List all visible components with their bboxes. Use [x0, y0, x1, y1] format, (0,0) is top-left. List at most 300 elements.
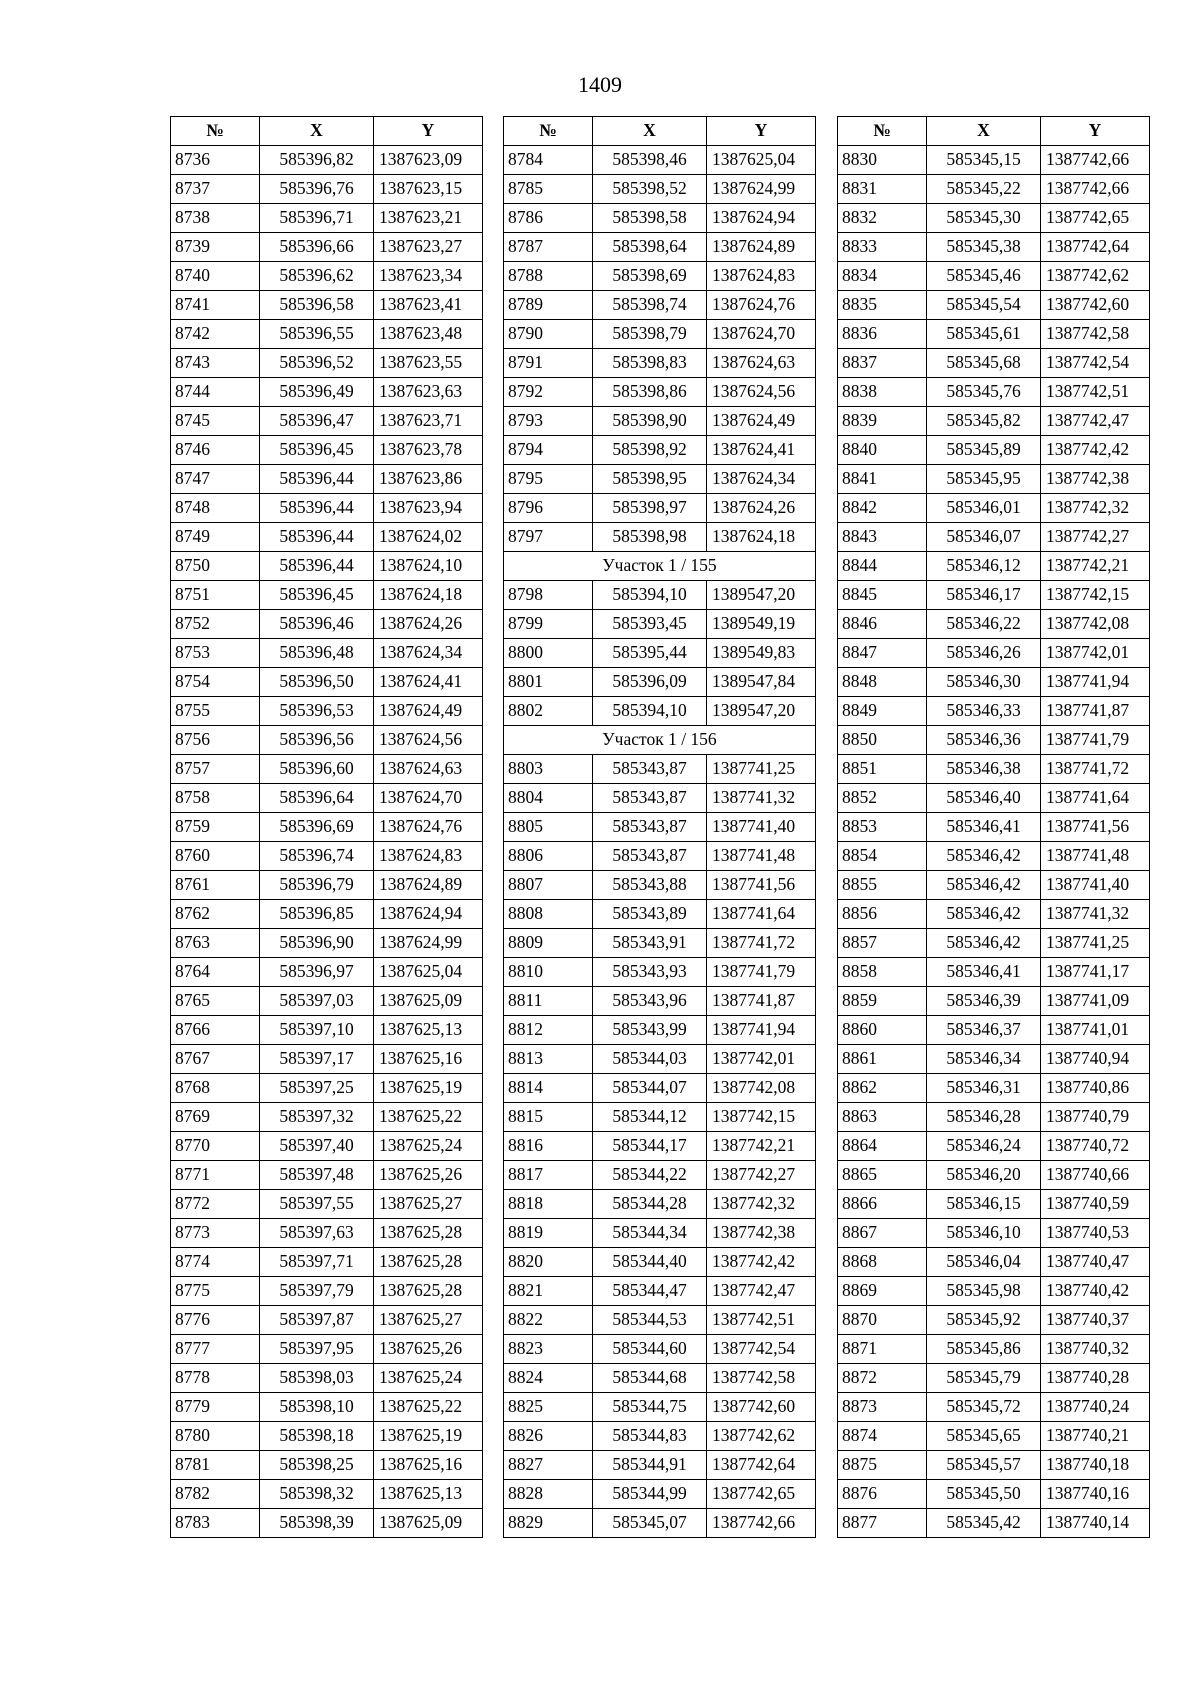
cell-y: 1387625,27: [374, 1190, 483, 1219]
cell-num: 8807: [504, 871, 593, 900]
cell-num: 8852: [838, 784, 927, 813]
cell-x: 585398,83: [593, 349, 707, 378]
cell-num: 8764: [171, 958, 260, 987]
cell-x: 585346,15: [927, 1190, 1041, 1219]
table-row: [504, 1190, 816, 1219]
cell-x: 585346,20: [927, 1161, 1041, 1190]
cell-y: 1387623,94: [374, 494, 483, 523]
cell-y: 1387625,22: [374, 1103, 483, 1132]
cell-y: 1387625,16: [374, 1451, 483, 1480]
section-title: Участок 1 / 156: [504, 726, 816, 755]
cell-num: 8799: [504, 610, 593, 639]
cell-x: 585343,93: [593, 958, 707, 987]
cell-num: 8834: [838, 262, 927, 291]
cell-y: 1387625,22: [374, 1393, 483, 1422]
table-row: [171, 871, 483, 900]
cell-x: 585345,92: [927, 1306, 1041, 1335]
cell-x: 585396,53: [260, 697, 374, 726]
cell-x: 585398,58: [593, 204, 707, 233]
cell-num: 8819: [504, 1219, 593, 1248]
cell-num: 8826: [504, 1422, 593, 1451]
cell-y: 1387742,60: [707, 1393, 816, 1422]
cell-num: 8831: [838, 175, 927, 204]
cell-num: 8756: [171, 726, 260, 755]
cell-x: 585397,10: [260, 1016, 374, 1045]
table-row: [504, 958, 816, 987]
cell-num: 8854: [838, 842, 927, 871]
table-row: [504, 262, 816, 291]
cell-num: 8821: [504, 1277, 593, 1306]
cell-num: 8803: [504, 755, 593, 784]
cell-num: 8856: [838, 900, 927, 929]
cell-x: 585397,79: [260, 1277, 374, 1306]
cell-num: 8761: [171, 871, 260, 900]
cell-x: 585346,38: [927, 755, 1041, 784]
cell-x: 585346,41: [927, 958, 1041, 987]
cell-x: 585396,44: [260, 465, 374, 494]
cell-y: 1387625,28: [374, 1277, 483, 1306]
cell-y: 1387741,32: [707, 784, 816, 813]
table-row: [171, 1277, 483, 1306]
table-row: [171, 1364, 483, 1393]
cell-x: 585344,12: [593, 1103, 707, 1132]
table-row: [171, 755, 483, 784]
cell-num: 8853: [838, 813, 927, 842]
cell-num: 8797: [504, 523, 593, 552]
table-row: [504, 755, 816, 784]
cell-x: 585393,45: [593, 610, 707, 639]
table-row: [171, 1045, 483, 1074]
table-row: [838, 204, 1150, 233]
table-row: [171, 1393, 483, 1422]
cell-y: 1387741,25: [1041, 929, 1150, 958]
cell-num: 8782: [171, 1480, 260, 1509]
cell-x: 585398,18: [260, 1422, 374, 1451]
cell-x: 585343,88: [593, 871, 707, 900]
cell-x: 585396,49: [260, 378, 374, 407]
header-y: Y: [1041, 117, 1150, 146]
cell-y: 1387741,40: [707, 813, 816, 842]
cell-x: 585396,79: [260, 871, 374, 900]
cell-num: 8832: [838, 204, 927, 233]
cell-x: 585396,50: [260, 668, 374, 697]
cell-x: 585345,65: [927, 1422, 1041, 1451]
table-row: [504, 378, 816, 407]
table-row: [838, 1103, 1150, 1132]
table-row: [171, 842, 483, 871]
cell-x: 585396,97: [260, 958, 374, 987]
table-row: [171, 610, 483, 639]
cell-x: 585346,26: [927, 639, 1041, 668]
cell-num: 8745: [171, 407, 260, 436]
cell-num: 8810: [504, 958, 593, 987]
cell-y: 1387624,89: [707, 233, 816, 262]
cell-x: 585397,40: [260, 1132, 374, 1161]
cell-y: 1387624,83: [707, 262, 816, 291]
cell-num: 8754: [171, 668, 260, 697]
table-row: [504, 1248, 816, 1277]
cell-num: 8857: [838, 929, 927, 958]
cell-x: 585398,98: [593, 523, 707, 552]
cell-num: 8813: [504, 1045, 593, 1074]
cell-x: 585396,45: [260, 581, 374, 610]
table-row: [171, 1480, 483, 1509]
cell-y: 1387742,15: [707, 1103, 816, 1132]
cell-y: 1387623,48: [374, 320, 483, 349]
cell-y: 1387742,51: [707, 1306, 816, 1335]
cell-x: 585396,90: [260, 929, 374, 958]
cell-y: 1387742,38: [1041, 465, 1150, 494]
table-row: [171, 291, 483, 320]
cell-num: 8744: [171, 378, 260, 407]
table-row: [838, 1074, 1150, 1103]
table-row: [838, 523, 1150, 552]
cell-y: 1387742,62: [707, 1422, 816, 1451]
cell-y: 1387624,26: [374, 610, 483, 639]
cell-y: 1387742,08: [1041, 610, 1150, 639]
table-row: [504, 407, 816, 436]
cell-x: 585396,71: [260, 204, 374, 233]
cell-y: 1387624,70: [374, 784, 483, 813]
table-row: [504, 1074, 816, 1103]
cell-x: 585397,87: [260, 1306, 374, 1335]
cell-y: 1387624,99: [374, 929, 483, 958]
cell-y: 1387623,41: [374, 291, 483, 320]
cell-y: 1387740,18: [1041, 1451, 1150, 1480]
cell-y: 1387623,78: [374, 436, 483, 465]
table-row: [171, 262, 483, 291]
coordinates-table-3: [837, 116, 1150, 1538]
table-row: [504, 1451, 816, 1480]
cell-y: 1387624,83: [374, 842, 483, 871]
cell-y: 1387742,65: [707, 1480, 816, 1509]
cell-x: 585345,46: [927, 262, 1041, 291]
cell-x: 585346,07: [927, 523, 1041, 552]
table-row: [838, 1248, 1150, 1277]
cell-y: 1387741,72: [1041, 755, 1150, 784]
cell-num: 8870: [838, 1306, 927, 1335]
table-row: [838, 1045, 1150, 1074]
cell-x: 585396,52: [260, 349, 374, 378]
table-row: [504, 146, 816, 175]
cell-x: 585344,03: [593, 1045, 707, 1074]
cell-y: 1387625,19: [374, 1422, 483, 1451]
cell-num: 8812: [504, 1016, 593, 1045]
cell-y: 1387741,25: [707, 755, 816, 784]
table-row: [504, 523, 816, 552]
table-row: [504, 320, 816, 349]
table-row: [504, 233, 816, 262]
table-row: [504, 1132, 816, 1161]
cell-num: 8759: [171, 813, 260, 842]
cell-y: 1387625,28: [374, 1219, 483, 1248]
cell-x: 585398,92: [593, 436, 707, 465]
table-row: [838, 407, 1150, 436]
table-row: [838, 552, 1150, 581]
coordinates-table-2: [503, 116, 816, 1538]
cell-x: 585344,60: [593, 1335, 707, 1364]
cell-num: 8851: [838, 755, 927, 784]
cell-y: 1387740,47: [1041, 1248, 1150, 1277]
cell-y: 1387624,94: [707, 204, 816, 233]
table-row: [838, 175, 1150, 204]
cell-x: 585345,86: [927, 1335, 1041, 1364]
cell-y: 1387741,48: [707, 842, 816, 871]
table-row: [504, 1306, 816, 1335]
cell-x: 585396,44: [260, 523, 374, 552]
cell-x: 585397,32: [260, 1103, 374, 1132]
cell-num: 8747: [171, 465, 260, 494]
cell-num: 8864: [838, 1132, 927, 1161]
cell-y: 1387741,64: [707, 900, 816, 929]
cell-num: 8830: [838, 146, 927, 175]
cell-y: 1387741,79: [1041, 726, 1150, 755]
cell-num: 8860: [838, 1016, 927, 1045]
cell-x: 585398,39: [260, 1509, 374, 1538]
cell-y: 1387623,27: [374, 233, 483, 262]
table-row: [171, 1248, 483, 1277]
cell-x: 585345,61: [927, 320, 1041, 349]
cell-num: 8873: [838, 1393, 927, 1422]
cell-x: 585344,22: [593, 1161, 707, 1190]
table-row: [838, 233, 1150, 262]
cell-num: 8828: [504, 1480, 593, 1509]
table-row: [838, 726, 1150, 755]
cell-y: 1387625,09: [374, 987, 483, 1016]
section-row: [504, 726, 816, 755]
cell-num: 8841: [838, 465, 927, 494]
cell-y: 1387742,64: [707, 1451, 816, 1480]
cell-num: 8836: [838, 320, 927, 349]
cell-y: 1387741,79: [707, 958, 816, 987]
header-y: Y: [707, 117, 816, 146]
cell-num: 8833: [838, 233, 927, 262]
cell-y: 1387624,56: [374, 726, 483, 755]
cell-num: 8850: [838, 726, 927, 755]
cell-y: 1387742,32: [707, 1190, 816, 1219]
cell-num: 8808: [504, 900, 593, 929]
cell-num: 8796: [504, 494, 593, 523]
cell-y: 1387742,42: [1041, 436, 1150, 465]
cell-x: 585397,95: [260, 1335, 374, 1364]
cell-y: 1387625,04: [374, 958, 483, 987]
cell-y: 1389547,20: [707, 581, 816, 610]
cell-y: 1387740,94: [1041, 1045, 1150, 1074]
table-row: [171, 146, 483, 175]
cell-y: 1387742,54: [707, 1335, 816, 1364]
cell-num: 8845: [838, 581, 927, 610]
cell-num: 8827: [504, 1451, 593, 1480]
cell-num: 8809: [504, 929, 593, 958]
cell-num: 8871: [838, 1335, 927, 1364]
table-header-row: [838, 117, 1150, 146]
cell-x: 585398,52: [593, 175, 707, 204]
cell-num: 8816: [504, 1132, 593, 1161]
page-number: 1409: [578, 72, 622, 97]
cell-x: 585346,04: [927, 1248, 1041, 1277]
cell-num: 8763: [171, 929, 260, 958]
cell-num: 8769: [171, 1103, 260, 1132]
cell-num: 8840: [838, 436, 927, 465]
cell-x: 585343,89: [593, 900, 707, 929]
table-row: [171, 668, 483, 697]
cell-num: 8739: [171, 233, 260, 262]
cell-x: 585344,17: [593, 1132, 707, 1161]
table-row: [838, 1190, 1150, 1219]
cell-num: 8867: [838, 1219, 927, 1248]
cell-x: 585398,79: [593, 320, 707, 349]
table-row: [838, 1161, 1150, 1190]
cell-num: 8786: [504, 204, 593, 233]
cell-y: 1387741,87: [1041, 697, 1150, 726]
table-row: [171, 436, 483, 465]
cell-y: 1387742,21: [1041, 552, 1150, 581]
cell-y: 1387624,41: [707, 436, 816, 465]
cell-y: 1387624,02: [374, 523, 483, 552]
cell-y: 1387625,09: [374, 1509, 483, 1538]
cell-x: 585398,32: [260, 1480, 374, 1509]
header-num: №: [171, 117, 260, 146]
cell-num: 8825: [504, 1393, 593, 1422]
cell-y: 1387625,26: [374, 1161, 483, 1190]
cell-x: 585345,42: [927, 1509, 1041, 1538]
cell-x: 585396,44: [260, 494, 374, 523]
cell-num: 8776: [171, 1306, 260, 1335]
cell-x: 585345,38: [927, 233, 1041, 262]
cell-num: 8824: [504, 1364, 593, 1393]
table-row: [838, 929, 1150, 958]
table-row: [838, 871, 1150, 900]
cell-y: 1389547,20: [707, 697, 816, 726]
cell-x: 585395,44: [593, 639, 707, 668]
cell-x: 585344,68: [593, 1364, 707, 1393]
section-title: Участок 1 / 155: [504, 552, 816, 581]
cell-y: 1387741,09: [1041, 987, 1150, 1016]
table-row: [504, 1422, 816, 1451]
table-row: [171, 726, 483, 755]
cell-y: 1387624,94: [374, 900, 483, 929]
cell-num: 8795: [504, 465, 593, 494]
cell-x: 585345,95: [927, 465, 1041, 494]
cell-num: 8842: [838, 494, 927, 523]
cell-num: 8806: [504, 842, 593, 871]
cell-y: 1387742,65: [1041, 204, 1150, 233]
cell-num: 8861: [838, 1045, 927, 1074]
table-row: [838, 1393, 1150, 1422]
table-row: [171, 1509, 483, 1538]
table-row: [171, 1132, 483, 1161]
cell-y: 1387740,14: [1041, 1509, 1150, 1538]
cell-num: 8778: [171, 1364, 260, 1393]
cell-x: 585345,68: [927, 349, 1041, 378]
cell-x: 585345,15: [927, 146, 1041, 175]
cell-num: 8741: [171, 291, 260, 320]
cell-num: 8862: [838, 1074, 927, 1103]
table-row: [171, 929, 483, 958]
table-row: [504, 1364, 816, 1393]
cell-x: 585397,17: [260, 1045, 374, 1074]
cell-y: 1387742,01: [1041, 639, 1150, 668]
cell-num: 8792: [504, 378, 593, 407]
cell-y: 1387741,56: [707, 871, 816, 900]
cell-x: 585345,72: [927, 1393, 1041, 1422]
table-row: [838, 581, 1150, 610]
cell-num: 8746: [171, 436, 260, 465]
cell-x: 585346,36: [927, 726, 1041, 755]
cell-y: 1387624,63: [707, 349, 816, 378]
cell-y: 1387742,66: [707, 1509, 816, 1538]
cell-x: 585396,66: [260, 233, 374, 262]
cell-y: 1387624,18: [374, 581, 483, 610]
cell-num: 8811: [504, 987, 593, 1016]
cell-x: 585346,41: [927, 813, 1041, 842]
table-row: [838, 610, 1150, 639]
cell-x: 585345,57: [927, 1451, 1041, 1480]
table-row: [838, 320, 1150, 349]
table-row: [171, 900, 483, 929]
cell-x: 585396,47: [260, 407, 374, 436]
cell-x: 585344,34: [593, 1219, 707, 1248]
cell-y: 1387740,28: [1041, 1364, 1150, 1393]
cell-y: 1387624,41: [374, 668, 483, 697]
cell-y: 1387742,08: [707, 1074, 816, 1103]
cell-num: 8801: [504, 668, 593, 697]
table-row: [504, 871, 816, 900]
cell-x: 585394,10: [593, 697, 707, 726]
cell-y: 1387623,21: [374, 204, 483, 233]
cell-y: 1387623,63: [374, 378, 483, 407]
cell-x: 585346,42: [927, 871, 1041, 900]
cell-y: 1387742,32: [1041, 494, 1150, 523]
cell-y: 1387625,04: [707, 146, 816, 175]
cell-num: 8760: [171, 842, 260, 871]
cell-x: 585346,37: [927, 1016, 1041, 1045]
cell-x: 585394,10: [593, 581, 707, 610]
cell-num: 8817: [504, 1161, 593, 1190]
cell-y: 1387742,58: [707, 1364, 816, 1393]
table-row: [171, 1422, 483, 1451]
cell-y: 1387625,24: [374, 1132, 483, 1161]
cell-y: 1387624,70: [707, 320, 816, 349]
cell-y: 1387624,76: [707, 291, 816, 320]
table-row: [504, 639, 816, 668]
cell-x: 585396,60: [260, 755, 374, 784]
cell-num: 8829: [504, 1509, 593, 1538]
cell-x: 585346,39: [927, 987, 1041, 1016]
cell-x: 585398,46: [593, 146, 707, 175]
cell-x: 585343,99: [593, 1016, 707, 1045]
table-row: [504, 581, 816, 610]
cell-num: 8838: [838, 378, 927, 407]
cell-y: 1387624,49: [374, 697, 483, 726]
cell-x: 585396,82: [260, 146, 374, 175]
table-header-row: [504, 117, 816, 146]
table-row: [504, 465, 816, 494]
table-row: [504, 494, 816, 523]
table-row: [504, 204, 816, 233]
cell-y: 1387623,55: [374, 349, 483, 378]
table-row: [838, 1335, 1150, 1364]
cell-y: 1387742,54: [1041, 349, 1150, 378]
table-row: [171, 1103, 483, 1132]
cell-y: 1387741,48: [1041, 842, 1150, 871]
table-row: [504, 1393, 816, 1422]
cell-num: 8804: [504, 784, 593, 813]
table-header-row: [171, 117, 483, 146]
table-row: [171, 639, 483, 668]
table-row: [838, 349, 1150, 378]
cell-num: 8855: [838, 871, 927, 900]
